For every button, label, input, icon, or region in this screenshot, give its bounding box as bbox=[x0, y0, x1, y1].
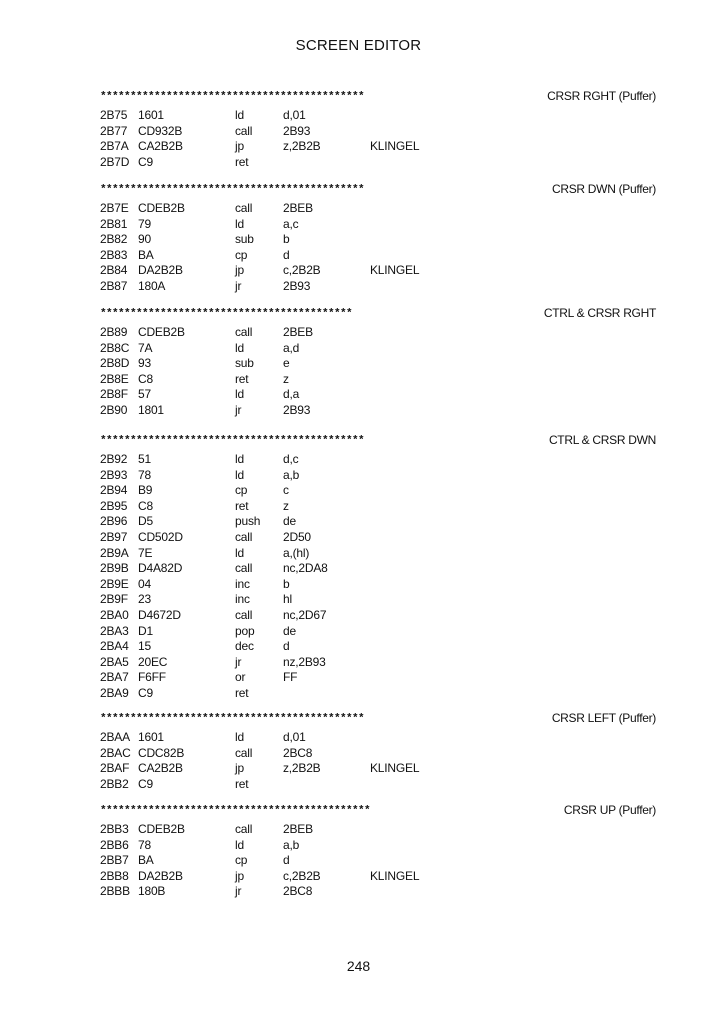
separator-stars: ******************************************** bbox=[100, 435, 365, 447]
mnemonic-cell: ret bbox=[235, 371, 249, 386]
mnemonic-cell: or bbox=[235, 670, 246, 685]
address-cell: 2BB6 bbox=[100, 837, 129, 852]
listing-row bbox=[100, 530, 660, 546]
listing-row bbox=[100, 403, 660, 419]
hex-bytes-cell: CDEB2B bbox=[138, 822, 185, 836]
mnemonic-cell: jr bbox=[235, 278, 242, 293]
mnemonic-cell: dec bbox=[235, 639, 254, 654]
hex-bytes-cell: CA2B2B bbox=[138, 139, 183, 154]
operand-cell: z bbox=[283, 371, 289, 386]
operand-cell: d,a bbox=[283, 387, 300, 402]
listing-row bbox=[100, 655, 660, 671]
address-cell: 2B96 bbox=[100, 514, 128, 529]
address-cell: 2BBB bbox=[100, 884, 130, 899]
listing-row bbox=[100, 325, 660, 341]
listing-row bbox=[100, 483, 660, 499]
mnemonic-cell: jr bbox=[235, 654, 242, 669]
address-cell: 2BAC bbox=[100, 745, 131, 760]
listing-row bbox=[100, 468, 660, 484]
operand-cell: z bbox=[283, 498, 289, 513]
operand-cell: hl bbox=[283, 592, 292, 607]
hex-bytes-cell: 78 bbox=[138, 467, 151, 482]
hex-bytes-cell: CDEB2B bbox=[138, 201, 185, 215]
section-separator bbox=[100, 181, 660, 201]
comment-cell: KLINGEL bbox=[370, 263, 420, 278]
mnemonic-cell: call bbox=[235, 561, 253, 576]
operand-cell: nz,2B93 bbox=[283, 654, 326, 669]
listing-row bbox=[100, 341, 660, 357]
hex-bytes-cell: C8 bbox=[138, 371, 153, 386]
operand-cell: 2D50 bbox=[283, 529, 311, 544]
mnemonic-cell: ld bbox=[235, 108, 244, 122]
mnemonic-cell: ret bbox=[235, 154, 249, 169]
address-cell: 2B93 bbox=[100, 467, 128, 482]
address-cell: 2BAA bbox=[100, 730, 130, 744]
address-cell: 2B9F bbox=[100, 592, 128, 607]
address-cell: 2BB2 bbox=[100, 776, 129, 791]
hex-bytes-cell: C9 bbox=[138, 685, 153, 700]
section-crsr-up-puffer bbox=[100, 802, 660, 900]
operand-cell: z,2B2B bbox=[283, 761, 321, 776]
operand-cell: z,2B2B bbox=[283, 139, 321, 154]
mnemonic-cell: ld bbox=[235, 730, 244, 744]
operand-cell: a,c bbox=[283, 216, 299, 231]
listing-row bbox=[100, 838, 660, 854]
hex-bytes-cell: D5 bbox=[138, 514, 153, 529]
operand-cell: d,01 bbox=[283, 730, 306, 744]
hex-bytes-cell: 15 bbox=[138, 639, 151, 654]
operand-cell: c bbox=[283, 483, 289, 498]
address-cell: 2B83 bbox=[100, 247, 128, 262]
mnemonic-cell: ld bbox=[235, 387, 244, 402]
operand-cell: e bbox=[283, 356, 290, 371]
listing-row bbox=[100, 155, 660, 171]
mnemonic-cell: jp bbox=[235, 263, 244, 278]
hex-bytes-cell: 93 bbox=[138, 356, 151, 371]
operand-cell: b bbox=[283, 576, 290, 591]
operand-cell: 2BEB bbox=[283, 201, 313, 215]
address-cell: 2B87 bbox=[100, 278, 128, 293]
operand-cell: d bbox=[283, 853, 290, 868]
operand-cell: b bbox=[283, 232, 290, 247]
address-cell: 2BAF bbox=[100, 761, 130, 776]
operand-cell: d,c bbox=[283, 452, 299, 466]
separator-stars: ********************************************* bbox=[100, 805, 371, 817]
mnemonic-cell: call bbox=[235, 123, 253, 138]
operand-cell: 2B93 bbox=[283, 123, 311, 138]
hex-bytes-cell: 23 bbox=[138, 592, 151, 607]
listing-row bbox=[100, 884, 660, 900]
hex-bytes-cell: 79 bbox=[138, 216, 151, 231]
address-cell: 2B9E bbox=[100, 576, 129, 591]
operand-cell: d bbox=[283, 639, 290, 654]
listing-row bbox=[100, 139, 660, 155]
section-label: CTRL & CRSR DWN bbox=[548, 433, 656, 447]
address-cell: 2B92 bbox=[100, 452, 128, 466]
operand-cell: 2BC8 bbox=[283, 745, 313, 760]
section-label: CRSR LEFT (Puffer) bbox=[551, 711, 656, 725]
section-separator bbox=[100, 710, 660, 730]
hex-bytes-cell: C8 bbox=[138, 498, 153, 513]
operand-cell: 2BEB bbox=[283, 325, 313, 339]
address-cell: 2BA7 bbox=[100, 670, 129, 685]
mnemonic-cell: ret bbox=[235, 498, 249, 513]
page-title: SCREEN EDITOR bbox=[295, 37, 422, 54]
hex-bytes-cell: C9 bbox=[138, 776, 153, 791]
mnemonic-cell: call bbox=[235, 822, 253, 836]
address-cell: 2B82 bbox=[100, 232, 128, 247]
mnemonic-cell: pop bbox=[235, 623, 255, 638]
section-separator bbox=[100, 88, 660, 108]
mnemonic-cell: jp bbox=[235, 761, 244, 776]
address-cell: 2B97 bbox=[100, 529, 128, 544]
listing-row bbox=[100, 670, 660, 686]
hex-bytes-cell: 7A bbox=[138, 340, 153, 355]
hex-bytes-cell: D4A82D bbox=[138, 561, 183, 576]
listing-row bbox=[100, 546, 660, 562]
hex-bytes-cell: 78 bbox=[138, 837, 151, 852]
hex-bytes-cell: F6FF bbox=[138, 670, 166, 685]
listing-row bbox=[100, 777, 660, 793]
mnemonic-cell: call bbox=[235, 745, 253, 760]
operand-cell: a,(hl) bbox=[283, 545, 310, 560]
hex-bytes-cell: CD932B bbox=[138, 123, 183, 138]
operand-cell: d,01 bbox=[283, 108, 306, 122]
hex-bytes-cell: DA2B2B bbox=[138, 263, 183, 278]
hex-bytes-cell: 20EC bbox=[138, 654, 168, 669]
hex-bytes-cell: 57 bbox=[138, 387, 151, 402]
hex-bytes-cell: CA2B2B bbox=[138, 761, 183, 776]
section-label: CRSR DWN (Puffer) bbox=[551, 182, 656, 196]
operand-cell: FF bbox=[283, 670, 298, 685]
mnemonic-cell: push bbox=[235, 514, 261, 529]
mnemonic-cell: ld bbox=[235, 545, 244, 560]
listing-row bbox=[100, 608, 660, 624]
listing-row bbox=[100, 124, 660, 140]
mnemonic-cell: ld bbox=[235, 452, 244, 466]
mnemonic-cell: call bbox=[235, 607, 253, 622]
listing-row bbox=[100, 387, 660, 403]
section-separator bbox=[100, 802, 660, 822]
address-cell: 2B94 bbox=[100, 483, 128, 498]
address-cell: 2BA9 bbox=[100, 685, 129, 700]
hex-bytes-cell: CD502D bbox=[138, 529, 183, 544]
operand-cell: de bbox=[283, 623, 296, 638]
operand-cell: a,b bbox=[283, 837, 300, 852]
listing-row bbox=[100, 746, 660, 762]
address-cell: 2B90 bbox=[100, 402, 128, 417]
operand-cell: c,2B2B bbox=[283, 868, 321, 883]
address-cell: 2B89 bbox=[100, 325, 128, 339]
section-ctrl-crsr-rght bbox=[100, 305, 660, 419]
listing-row bbox=[100, 356, 660, 372]
comment-cell: KLINGEL bbox=[370, 868, 420, 883]
listing-row bbox=[100, 232, 660, 248]
hex-bytes-cell: DA2B2B bbox=[138, 868, 183, 883]
listing-row bbox=[100, 822, 660, 838]
section-label: CRSR UP (Puffer) bbox=[563, 803, 656, 817]
operand-cell: 2B93 bbox=[283, 402, 311, 417]
address-cell: 2B8F bbox=[100, 387, 128, 402]
listing-row bbox=[100, 108, 660, 124]
address-cell: 2B8D bbox=[100, 356, 130, 371]
section-crsr-dwn-puffer bbox=[100, 181, 660, 295]
mnemonic-cell: sub bbox=[235, 232, 254, 247]
listing-row bbox=[100, 514, 660, 530]
separator-stars: ****************************************** bbox=[100, 308, 353, 320]
mnemonic-cell: call bbox=[235, 325, 253, 339]
listing-row bbox=[100, 217, 660, 233]
operand-cell: c,2B2B bbox=[283, 263, 321, 278]
listing-row bbox=[100, 263, 660, 279]
listing-row bbox=[100, 372, 660, 388]
page-number: 248 bbox=[346, 958, 371, 974]
mnemonic-cell: ld bbox=[235, 340, 244, 355]
operand-cell: a,d bbox=[283, 340, 300, 355]
mnemonic-cell: cp bbox=[235, 247, 248, 262]
address-cell: 2BB8 bbox=[100, 868, 129, 883]
hex-bytes-cell: 1601 bbox=[138, 730, 164, 744]
hex-bytes-cell: 180B bbox=[138, 884, 166, 899]
listing-row bbox=[100, 248, 660, 264]
section-crsr-left-puffer bbox=[100, 710, 660, 792]
listing-row bbox=[100, 730, 660, 746]
hex-bytes-cell: BA bbox=[138, 853, 154, 868]
address-cell: 2BB3 bbox=[100, 822, 129, 836]
mnemonic-cell: jr bbox=[235, 402, 242, 417]
mnemonic-cell: jr bbox=[235, 884, 242, 899]
hex-bytes-cell: BA bbox=[138, 247, 154, 262]
comment-cell: KLINGEL bbox=[370, 761, 420, 776]
operand-cell: nc,2D67 bbox=[283, 607, 327, 622]
hex-bytes-cell: D1 bbox=[138, 623, 153, 638]
listing-row bbox=[100, 201, 660, 217]
section-ctrl-crsr-dwn bbox=[100, 432, 660, 702]
mnemonic-cell: call bbox=[235, 201, 253, 215]
address-cell: 2B81 bbox=[100, 216, 128, 231]
mnemonic-cell: jp bbox=[235, 868, 244, 883]
hex-bytes-cell: CDC82B bbox=[138, 745, 185, 760]
section-separator bbox=[100, 305, 660, 325]
address-cell: 2B9B bbox=[100, 561, 129, 576]
separator-stars: ******************************************** bbox=[100, 184, 365, 196]
section-separator bbox=[100, 432, 660, 452]
mnemonic-cell: ld bbox=[235, 216, 244, 231]
address-cell: 2B8E bbox=[100, 371, 129, 386]
separator-stars: ******************************************** bbox=[100, 713, 365, 725]
operand-cell: 2B93 bbox=[283, 278, 311, 293]
hex-bytes-cell: 180A bbox=[138, 278, 166, 293]
hex-bytes-cell: 90 bbox=[138, 232, 151, 247]
operand-cell: d bbox=[283, 247, 290, 262]
comment-cell: KLINGEL bbox=[370, 139, 420, 154]
listing-row bbox=[100, 639, 660, 655]
listing-row bbox=[100, 592, 660, 608]
address-cell: 2B7D bbox=[100, 154, 130, 169]
hex-bytes-cell: 1801 bbox=[138, 402, 164, 417]
address-cell: 2B77 bbox=[100, 123, 128, 138]
mnemonic-cell: ret bbox=[235, 776, 249, 791]
listing-row bbox=[100, 761, 660, 777]
mnemonic-cell: ret bbox=[235, 685, 249, 700]
address-cell: 2BA5 bbox=[100, 654, 129, 669]
separator-stars: ******************************************** bbox=[100, 91, 365, 103]
mnemonic-cell: ld bbox=[235, 837, 244, 852]
listing-row bbox=[100, 869, 660, 885]
mnemonic-cell: jp bbox=[235, 139, 244, 154]
mnemonic-cell: sub bbox=[235, 356, 254, 371]
listing-row bbox=[100, 853, 660, 869]
hex-bytes-cell: CDEB2B bbox=[138, 325, 185, 339]
hex-bytes-cell: C9 bbox=[138, 154, 153, 169]
hex-bytes-cell: 51 bbox=[138, 452, 151, 466]
section-label: CTRL & CRSR RGHT bbox=[543, 306, 656, 320]
address-cell: 2BB7 bbox=[100, 853, 129, 868]
listing-row bbox=[100, 577, 660, 593]
mnemonic-cell: cp bbox=[235, 483, 248, 498]
address-cell: 2BA4 bbox=[100, 639, 129, 654]
operand-cell: 2BEB bbox=[283, 822, 313, 836]
listing-row bbox=[100, 624, 660, 640]
hex-bytes-cell: 04 bbox=[138, 576, 151, 591]
mnemonic-cell: inc bbox=[235, 576, 250, 591]
section-crsr-rght-puffer bbox=[100, 88, 660, 170]
operand-cell: 2BC8 bbox=[283, 884, 313, 899]
listing-row bbox=[100, 452, 660, 468]
address-cell: 2B84 bbox=[100, 263, 128, 278]
hex-bytes-cell: 1601 bbox=[138, 108, 164, 122]
address-cell: 2B9A bbox=[100, 545, 129, 560]
address-cell: 2B95 bbox=[100, 498, 128, 513]
hex-bytes-cell: B9 bbox=[138, 483, 153, 498]
mnemonic-cell: ld bbox=[235, 467, 244, 482]
address-cell: 2B7A bbox=[100, 139, 129, 154]
address-cell: 2BA0 bbox=[100, 607, 129, 622]
mnemonic-cell: inc bbox=[235, 592, 250, 607]
section-label: CRSR RGHT (Puffer) bbox=[547, 89, 656, 103]
address-cell: 2B75 bbox=[100, 108, 128, 122]
hex-bytes-cell: 7E bbox=[138, 545, 153, 560]
hex-bytes-cell: D4672D bbox=[138, 607, 181, 622]
listing-row bbox=[100, 499, 660, 515]
operand-cell: de bbox=[283, 514, 296, 529]
mnemonic-cell: call bbox=[235, 529, 253, 544]
listing-row bbox=[100, 279, 660, 295]
operand-cell: nc,2DA8 bbox=[283, 561, 328, 576]
address-cell: 2B7E bbox=[100, 201, 129, 215]
operand-cell: a,b bbox=[283, 467, 300, 482]
listing-row bbox=[100, 561, 660, 577]
address-cell: 2BA3 bbox=[100, 623, 129, 638]
address-cell: 2B8C bbox=[100, 340, 130, 355]
listing-row bbox=[100, 686, 660, 702]
mnemonic-cell: cp bbox=[235, 853, 248, 868]
